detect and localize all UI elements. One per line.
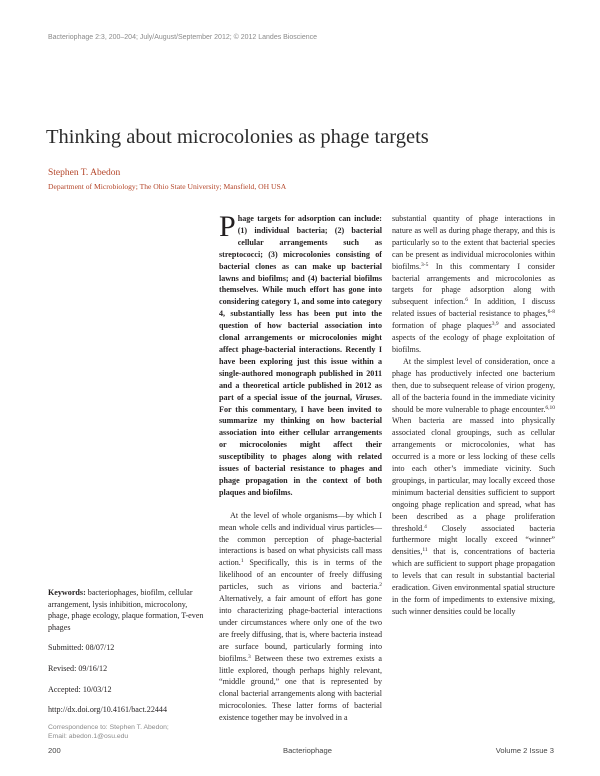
- column-right: [392, 213, 555, 618]
- keywords: [48, 587, 208, 633]
- correspondence-author: Correspondence to: Stephen T. Abedon;: [48, 723, 169, 731]
- body-text: Closely associated bacteria furthermore might locally exceed “winner” densities,: [392, 523, 555, 557]
- reference-mark[interactable]: 3: [248, 653, 251, 660]
- body-text: Alternatively, a fair amount of effort has gone into characterizing phage-bacterial interactions under circumstances where only one of the two are freely diffusing, that is, where bacteria instead are surface bound, particularly forming into biofilms.: [219, 594, 382, 663]
- journal-name: Viruses: [355, 392, 380, 402]
- keywords-list: bacteriophages, biofilm, cellular arrangement, lysis inhibition, microcolony, phage, phage ecology, plaque formation, T-even phages: [48, 588, 204, 632]
- body-paragraph-1-cont: [392, 213, 555, 356]
- reference-mark[interactable]: 6,10: [545, 404, 555, 411]
- doi-link[interactable]: http://dx.doi.org/10.4161/bact.22444: [48, 705, 168, 715]
- body-text: and associated aspects of the ecology of phage exploitation of biofilms.: [392, 321, 556, 354]
- correspondence: [48, 723, 208, 741]
- revised-date: Revised: 09/16/12: [48, 663, 108, 673]
- reference-mark[interactable]: 6-8: [547, 309, 555, 316]
- keywords-label: Keywords:: [48, 588, 86, 597]
- reference-mark[interactable]: 6: [465, 297, 468, 304]
- body-paragraph-1: [219, 510, 382, 724]
- body-paragraph-2: [392, 356, 555, 618]
- correspondence-email[interactable]: Email: abedon.1@osu.edu: [48, 732, 129, 740]
- article-info-sidebar: [48, 587, 208, 741]
- abstract: [219, 210, 382, 499]
- body-text: In addition, I discuss related issues of bacterial resistance to phages,: [392, 297, 556, 319]
- body-text: substantial quantity of phage interactions in nature as well as during phage therapy, and this is particularly so to the extent that bacterial species can be present as individual microcolonies within biofilms.: [392, 214, 555, 271]
- reference-mark[interactable]: 4: [424, 523, 427, 530]
- body-text: formation of phage plaques: [392, 321, 492, 331]
- body-text: Between these two extremes exists a little explored, though perhaps highly relevant, “middle ground,” one that is represented by clonal bacterial arrangements along with bacterial microcolonies. These latter forms of bacterial existence together may be involved in a: [219, 653, 382, 723]
- body-text: At the simplest level of consideration, once a phage has productively infected one bacterium then, due to subsequent release of virion progeny, all of the bacteria found in the immediate vicinity should be more vulnerable to phage encounter.: [392, 356, 555, 414]
- journal-citation: Bacteriophage 2:3, 200–204; July/August/September 2012; © 2012 Landes Bioscience: [48, 34, 318, 41]
- body-text: In this commentary I consider bacterial arrangements and microcolonies as targets for phage adsorption along with subsequent infection.: [392, 261, 555, 307]
- author-affiliation: Department of Microbiology; The Ohio State University; Mansfield, OH USA: [48, 182, 287, 191]
- reference-mark[interactable]: 11: [422, 547, 428, 554]
- body-text: When bacteria are massed into physically associated clonal groupings, such as cellular arrangements or microcolonies, what has occurred is a more or less locking of these cells into each other’s immediate vicinity. Such groupings, in particular, may locally exceed those minimum bacterial densities sufficient to support ongoing phage replication and spread, what has been described as a phage proliferation threshold.: [392, 416, 555, 533]
- reference-mark[interactable]: 1: [240, 558, 244, 565]
- column-middle: [219, 210, 382, 724]
- body-text: At the level of whole organisms—by which I mean whole cells and individual virus particles—the common perception of phage-bacterial interactions is based on what physicists call mass action.: [219, 510, 382, 568]
- body-text: that is, concentrations of bacteria which are sufficient to support phage propagation to levels that can result in substantial bacterial eradication. Given environmental spatial structure in the form of impediments to extensive mixing, such winner densities could be locally: [392, 547, 555, 616]
- drop-cap: P: [219, 210, 236, 243]
- accepted-date: Accepted: 10/03/12: [48, 684, 112, 694]
- reference-mark[interactable]: 3-5: [421, 261, 429, 268]
- footer-issue: Volume 2 Issue 3: [495, 746, 554, 755]
- reference-mark[interactable]: 3,9: [491, 321, 499, 328]
- abstract-text: hage targets for adsorption can include: (1) individual bacteria; (2) bacterial cellular arrangements such as streptococci; (3) microcolonies consisting of bacterial clones as can make up bacterial lawns and biofilms; and (4) bacterial biofilms themselves. While much effort has gone into considering category 1, and some into category 4, substantially less has been put into the question of how bacterial association into clonal arrangements or microcolonies might affect phage-bacterial interactions. Recently I have been exploring just this issue within a single-authored monograph published in 2011 and a theoretical article published in 2012 as part of a special issue of the journal,: [219, 214, 382, 402]
- article-title: Thinking about microcolonies as phage targets: [46, 126, 429, 148]
- body-text: Specifically, this is in terms of the likelihood of an encounter of freely diffusing particles, such as virions and bacteria.: [219, 558, 382, 592]
- submitted-date: Submitted: 08/07/12: [48, 643, 115, 653]
- reference-mark[interactable]: 2: [379, 582, 382, 589]
- abstract-text-end: . For this commentary, I have been invited to summarize my thinking on how bacterial association into either cellular arrangements or microcolonies might affect their susceptibility to phages along with related issues of bacterial resistance to phages and phage propagation in the context of both plaques and biofilms.: [219, 392, 382, 497]
- footer-journal: Bacteriophage: [283, 746, 332, 755]
- page-number: 200: [48, 746, 61, 755]
- author-name: Stephen T. Abedon: [48, 168, 121, 178]
